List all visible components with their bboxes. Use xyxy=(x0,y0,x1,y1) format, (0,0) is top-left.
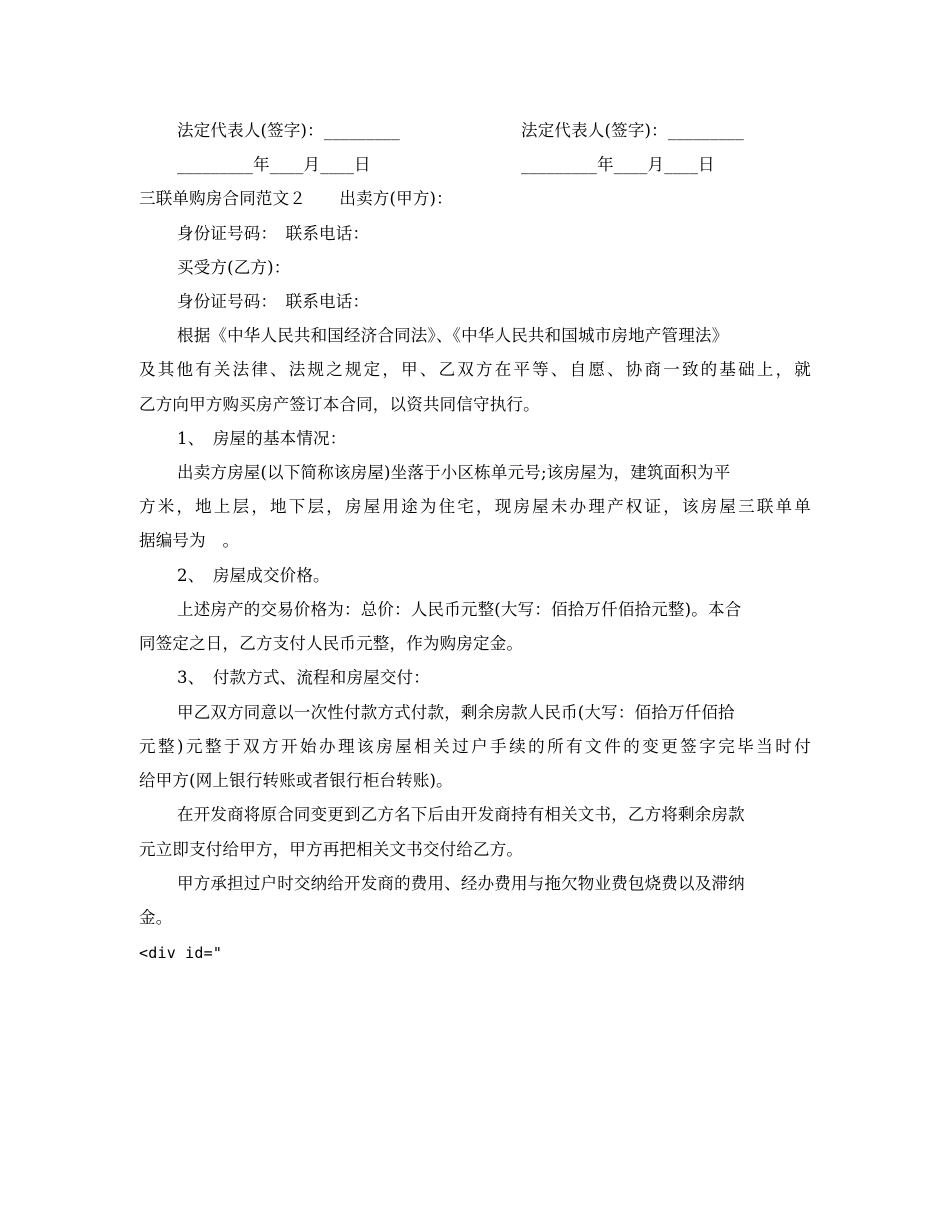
section-3-line-3: 给甲方(网上银行转账或者银行柜台转账)。 xyxy=(139,771,453,790)
buyer-id-line: 身份证号码： 联系电话： xyxy=(177,292,370,311)
developer-paragraph-line-2: 元立即支付给甲方，甲方再把相关文书交付给乙方。 xyxy=(139,840,524,859)
intro-line-3: 乙方向甲方购买房产签订本合同，以资共同信守执行。 xyxy=(139,395,540,414)
trailing-markup-text: <div id=" xyxy=(139,944,223,962)
fees-paragraph-line-1: 甲方承担过户时交纳给开发商的费用、经办费用与拖欠物业费包烧费以及滞纳 xyxy=(177,874,745,893)
section-3-heading: 3、 付款方式、流程和房屋交付： xyxy=(177,668,430,687)
buyer-line: 买受方(乙方)： xyxy=(177,258,291,277)
section-1-heading: 1、 房屋的基本情况： xyxy=(177,429,347,448)
left-signature-date: _________年____月____日 xyxy=(177,155,371,174)
right-representative-signature: 法定代表人(签字)：_________ xyxy=(521,121,744,140)
section-1-line-2: 方米，地上层，地下层，房屋用途为住宅，现房屋未办理产权证，该房屋三联单单 xyxy=(139,497,811,516)
section-2-line-1: 上述房产的交易价格为：总价：人民币元整(大写：佰拾万仟佰拾元整)。本合 xyxy=(177,600,742,619)
intro-line-1: 根据《中华人民共和国经济合同法》、《中华人民共和国城市房地产管理法》 xyxy=(177,326,729,345)
developer-paragraph-line-1: 在开发商将原合同变更到乙方名下后由开发商持有相关文书，乙方将剩余房款 xyxy=(177,805,745,824)
section-1-line-3: 据编号为 。 xyxy=(139,531,240,550)
fees-paragraph-line-2: 金。 xyxy=(139,908,173,927)
left-representative-signature: 法定代表人(签字)：_________ xyxy=(177,121,400,140)
seller-id-line: 身份证号码： 联系电话： xyxy=(177,224,370,243)
document-title-line: 三联单购房合同范文２ 出卖方(甲方)： xyxy=(139,189,453,208)
section-1-line-1: 出卖方房屋(以下简称该房屋)坐落于小区栋单元号;该房屋为，建筑面积为平 xyxy=(177,463,731,482)
section-3-line-2: 元整)元整于双方开始办理该房屋相关过户手续的所有文件的变更签字完毕当时付 xyxy=(139,737,811,756)
intro-line-2: 及其他有关法律、法规之规定，甲、乙双方在平等、自愿、协商一致的基础上，就 xyxy=(139,360,811,379)
section-2-heading: 2、 房屋成交价格。 xyxy=(177,566,330,585)
right-signature-date: _________年____月____日 xyxy=(521,155,715,174)
section-2-line-2: 同签定之日，乙方支付人民币元整，作为购房定金。 xyxy=(139,634,524,653)
section-3-line-1: 甲乙双方同意以一次性付款方式付款，剩余房款人民币(大写：佰拾万仟佰拾 xyxy=(177,703,735,722)
